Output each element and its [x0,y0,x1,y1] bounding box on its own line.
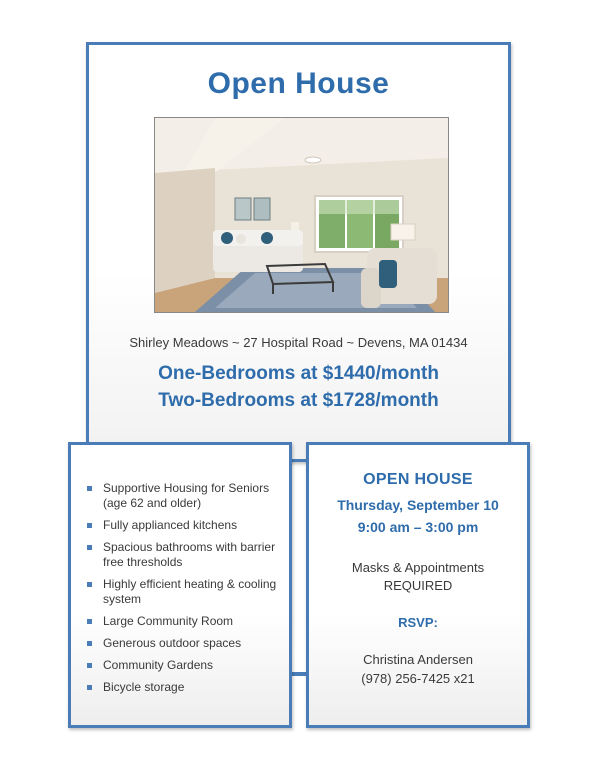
event-time: 9:00 am – 3:00 pm [357,519,479,535]
bullet-icon [87,641,92,646]
living-room-photo [154,117,449,313]
bullet-icon [87,685,92,690]
feature-text: Large Community Room [103,614,234,628]
bullet-icon [87,663,92,668]
feature-text: Supportive Housing for Seniors (age 62 and older) [103,481,270,510]
event-note-line2: REQUIRED [383,578,453,593]
feature-text: Bicycle storage [103,680,185,694]
rsvp-label: RSVP: [398,615,438,630]
event-date: Thursday, September 10 [337,497,499,513]
contact-name: Christina Andersen [363,652,473,667]
property-address: Shirley Meadows ~ 27 Hospital Road ~ Devens, MA 01434 [129,335,468,350]
bullet-icon [87,545,92,550]
contact-phone[interactable]: (978) 256-7425 x21 [361,671,475,686]
feature-text: Spacious bathrooms with barrier free thresholds [103,540,276,569]
feature-text: Highly efficient heating & cooling system [103,577,277,606]
feature-text: Community Gardens [103,658,214,672]
features-list [85,481,279,702]
feature-item [85,540,279,570]
features-box [68,442,292,728]
feature-item [85,481,279,511]
contact-info [309,650,527,688]
event-box [306,442,530,728]
bullet-icon [87,582,92,587]
feature-text: Fully applianced kitchens [103,518,238,532]
one-bedroom-price: One-Bedrooms at $1440/month [158,363,439,384]
main-panel [86,42,511,462]
event-heading: OPEN HOUSE [363,471,473,488]
feature-item [85,658,279,673]
feature-item [85,614,279,629]
page-title: Open House [207,67,390,100]
feature-item [85,680,279,695]
living-room-illustration [155,118,448,312]
feature-item [85,518,279,533]
feature-item [85,636,279,651]
two-bedroom-price: Two-Bedrooms at $1728/month [158,390,439,411]
bullet-icon [87,486,92,491]
event-note [309,559,527,595]
feature-item [85,577,279,607]
bullet-icon [87,619,92,624]
feature-text: Generous outdoor spaces [103,636,242,650]
event-note-line1: Masks & Appointments [351,560,485,575]
bullet-icon [87,523,92,528]
